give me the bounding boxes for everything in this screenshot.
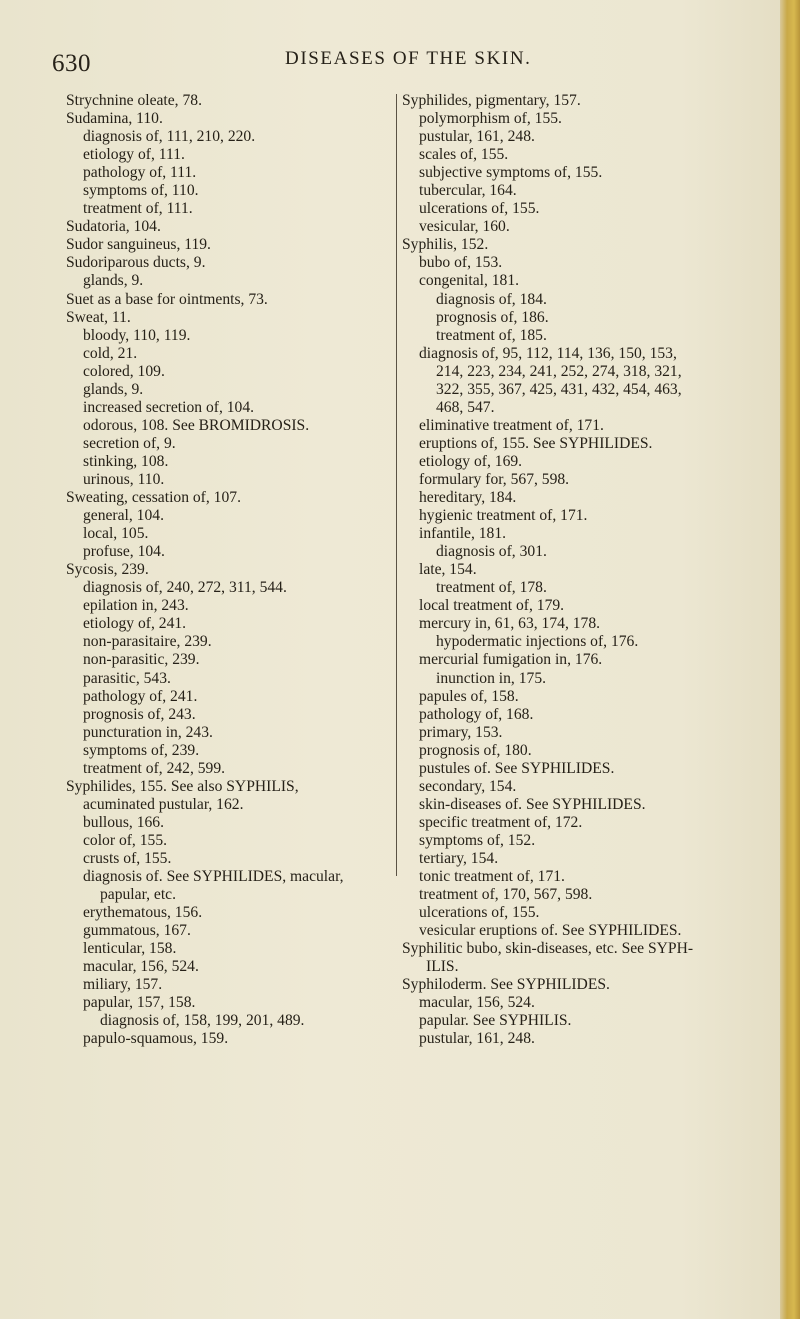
index-entry: Sudatoria, 104.	[66, 218, 161, 236]
index-entry: bloody, 110, 119.	[83, 326, 191, 344]
gilded-page-edge	[780, 0, 800, 1319]
index-entry: puncturation in, 243.	[83, 723, 213, 741]
index-entry: diagnosis of, 158, 199, 201, 489.	[100, 1012, 305, 1030]
index-entry: macular, 156, 524.	[419, 994, 535, 1012]
index-entry: diagnosis of. See SYPHILIDES, macular,	[83, 868, 344, 886]
index-entry: miliary, 157.	[83, 976, 163, 994]
index-entry: pustules of. See SYPHILIDES.	[419, 759, 615, 777]
index-entry: hypodermatic injections of, 176.	[436, 633, 639, 651]
index-entry: treatment of, 178.	[436, 579, 547, 597]
index-entry: diagnosis of, 301.	[436, 543, 547, 561]
index-entry: pathology of, 241.	[83, 687, 198, 705]
index-entry: eliminative treatment of, 171.	[419, 416, 604, 434]
index-entry: tubercular, 164.	[419, 182, 517, 200]
index-entry: specific treatment of, 172.	[419, 813, 583, 831]
index-entry: color of, 155.	[83, 831, 168, 849]
index-entry: Syphiloderm. See SYPHILIDES.	[402, 976, 610, 994]
index-entry: infantile, 181.	[419, 525, 507, 543]
index-entry: non-parasitaire, 239.	[83, 633, 212, 651]
page-header	[52, 42, 772, 82]
index-entry: Sudoriparous ducts, 9.	[66, 254, 206, 272]
index-entry: papulo-squamous, 159.	[83, 1030, 229, 1048]
index-entry: bubo of, 153.	[419, 254, 503, 272]
index-entry: papular, 157, 158.	[83, 994, 196, 1012]
index-entry: symptoms of, 152.	[419, 831, 536, 849]
index-entry: ILIS.	[426, 958, 459, 976]
index-entry: Syphilides, pigmentary, 157.	[402, 92, 581, 109]
index-entry: treatment of, 242, 599.	[83, 759, 226, 777]
index-entry: polymorphism of, 155.	[419, 110, 562, 128]
index-entry: papules of, 158.	[419, 687, 519, 705]
index-entry: Sudamina, 110.	[66, 110, 163, 128]
index-entry: skin-diseases of. See SYPHILIDES.	[419, 795, 646, 813]
index-entry: etiology of, 241.	[83, 615, 187, 633]
index-entry: 322, 355, 367, 425, 431, 432, 454, 463,	[436, 380, 682, 398]
index-entry: mercurial fumigation in, 176.	[419, 651, 603, 669]
index-entry: profuse, 104.	[83, 543, 165, 561]
index-entry: vesicular eruptions of. See SYPHILIDES.	[419, 922, 682, 940]
index-entry: prognosis of, 180.	[419, 741, 532, 759]
index-entry: formulary for, 567, 598.	[419, 470, 570, 488]
index-entry: symptoms of, 110.	[83, 182, 199, 200]
index-entry: stinking, 108.	[83, 452, 169, 470]
index-entry: tonic treatment of, 171.	[419, 868, 565, 886]
index-entry: Strychnine oleate, 78.	[66, 92, 202, 109]
index-entry: diagnosis of, 184.	[436, 290, 547, 308]
index-entry: treatment of, 170, 567, 598.	[419, 886, 593, 904]
index-entry: ulcerations of, 155.	[419, 904, 540, 922]
index-entry: vesicular, 160.	[419, 218, 510, 236]
index-column-left	[66, 92, 396, 1048]
index-entry: cold, 21.	[83, 344, 138, 362]
index-entry: pathology of, 111.	[83, 164, 197, 182]
index-entry: Suet as a base for ointments, 73.	[66, 290, 268, 308]
index-entry: subjective symptoms of, 155.	[419, 164, 603, 182]
running-head: DISEASES OF THE SKIN.	[285, 48, 532, 69]
index-entry: treatment of, 111.	[83, 200, 193, 218]
index-entry: tertiary, 154.	[419, 849, 499, 867]
index-entry: secretion of, 9.	[83, 434, 176, 452]
index-entry: hereditary, 184.	[419, 489, 517, 507]
index-entry: pustular, 161, 248.	[419, 128, 535, 146]
column-divider	[396, 94, 397, 876]
index-entry: crusts of, 155.	[83, 849, 172, 867]
index-entry: odorous, 108. See BROMIDROSIS.	[83, 416, 310, 434]
index-entry: glands, 9.	[83, 272, 144, 290]
index-entry: congenital, 181.	[419, 272, 520, 290]
index-entry: secondary, 154.	[419, 777, 517, 795]
index-entry: diagnosis of, 111, 210, 220.	[83, 128, 256, 146]
index-entry: Sweat, 11.	[66, 308, 131, 326]
index-entry: hygienic treatment of, 171.	[419, 507, 588, 525]
index-entry: prognosis of, 243.	[83, 705, 196, 723]
index-entry: bullous, 166.	[83, 813, 165, 831]
index-entry: inunction in, 175.	[436, 669, 547, 687]
index-entry: glands, 9.	[83, 380, 144, 398]
page-number: 630	[52, 50, 91, 77]
index-entry: symptoms of, 239.	[83, 741, 200, 759]
index-entry: eruptions of, 155. See SYPHILIDES.	[419, 434, 653, 452]
index-column-right	[402, 92, 782, 1048]
index-entry: prognosis of, 186.	[436, 308, 549, 326]
index-entry: local treatment of, 179.	[419, 597, 565, 615]
index-entry: Syphilitic bubo, skin-diseases, etc. See SYPH-	[402, 940, 694, 958]
index-entry: etiology of, 169.	[419, 452, 523, 470]
index-entry: mercury in, 61, 63, 174, 178.	[419, 615, 601, 633]
index-entry: papular, etc.	[100, 886, 177, 904]
index-entry: erythematous, 156.	[83, 904, 203, 922]
index-entry: acuminated pustular, 162.	[83, 795, 244, 813]
index-entry: increased secretion of, 104.	[83, 398, 255, 416]
index-entry: Syphilis, 152.	[402, 236, 489, 254]
index-entry: late, 154.	[419, 561, 477, 579]
index-entry: papular. See SYPHILIS.	[419, 1012, 572, 1030]
index-entry: Sycosis, 239.	[66, 561, 149, 579]
index-entry: Syphilides, 155. See also SYPHILIS,	[66, 777, 299, 795]
index-entry: diagnosis of, 95, 112, 114, 136, 150, 153,	[419, 344, 677, 362]
index-entry: Sweating, cessation of, 107.	[66, 489, 241, 507]
index-entry: pustular, 161, 248.	[419, 1030, 535, 1048]
index-entry: primary, 153.	[419, 723, 503, 741]
index-entry: Sudor sanguineus, 119.	[66, 236, 211, 254]
index-entry: lenticular, 158.	[83, 940, 177, 958]
index-entry: diagnosis of, 240, 272, 311, 544.	[83, 579, 287, 597]
index-entry: treatment of, 185.	[436, 326, 547, 344]
index-entry: general, 104.	[83, 507, 164, 525]
index-entry: local, 105.	[83, 525, 149, 543]
index-entry: 468, 547.	[436, 398, 495, 416]
index-entry: 214, 223, 234, 241, 252, 274, 318, 321,	[436, 362, 682, 380]
index-entry: parasitic, 543.	[83, 669, 171, 687]
index-entry: non-parasitic, 239.	[83, 651, 200, 669]
index-entry: colored, 109.	[83, 362, 165, 380]
index-entry: gummatous, 167.	[83, 922, 191, 940]
index-entry: scales of, 155.	[419, 146, 509, 164]
index-entry: epilation in, 243.	[83, 597, 189, 615]
index-entry: pathology of, 168.	[419, 705, 534, 723]
index-entry: macular, 156, 524.	[83, 958, 199, 976]
index-entry: etiology of, 111.	[83, 146, 185, 164]
index-entry: ulcerations of, 155.	[419, 200, 540, 218]
index-entry: urinous, 110.	[83, 470, 165, 488]
